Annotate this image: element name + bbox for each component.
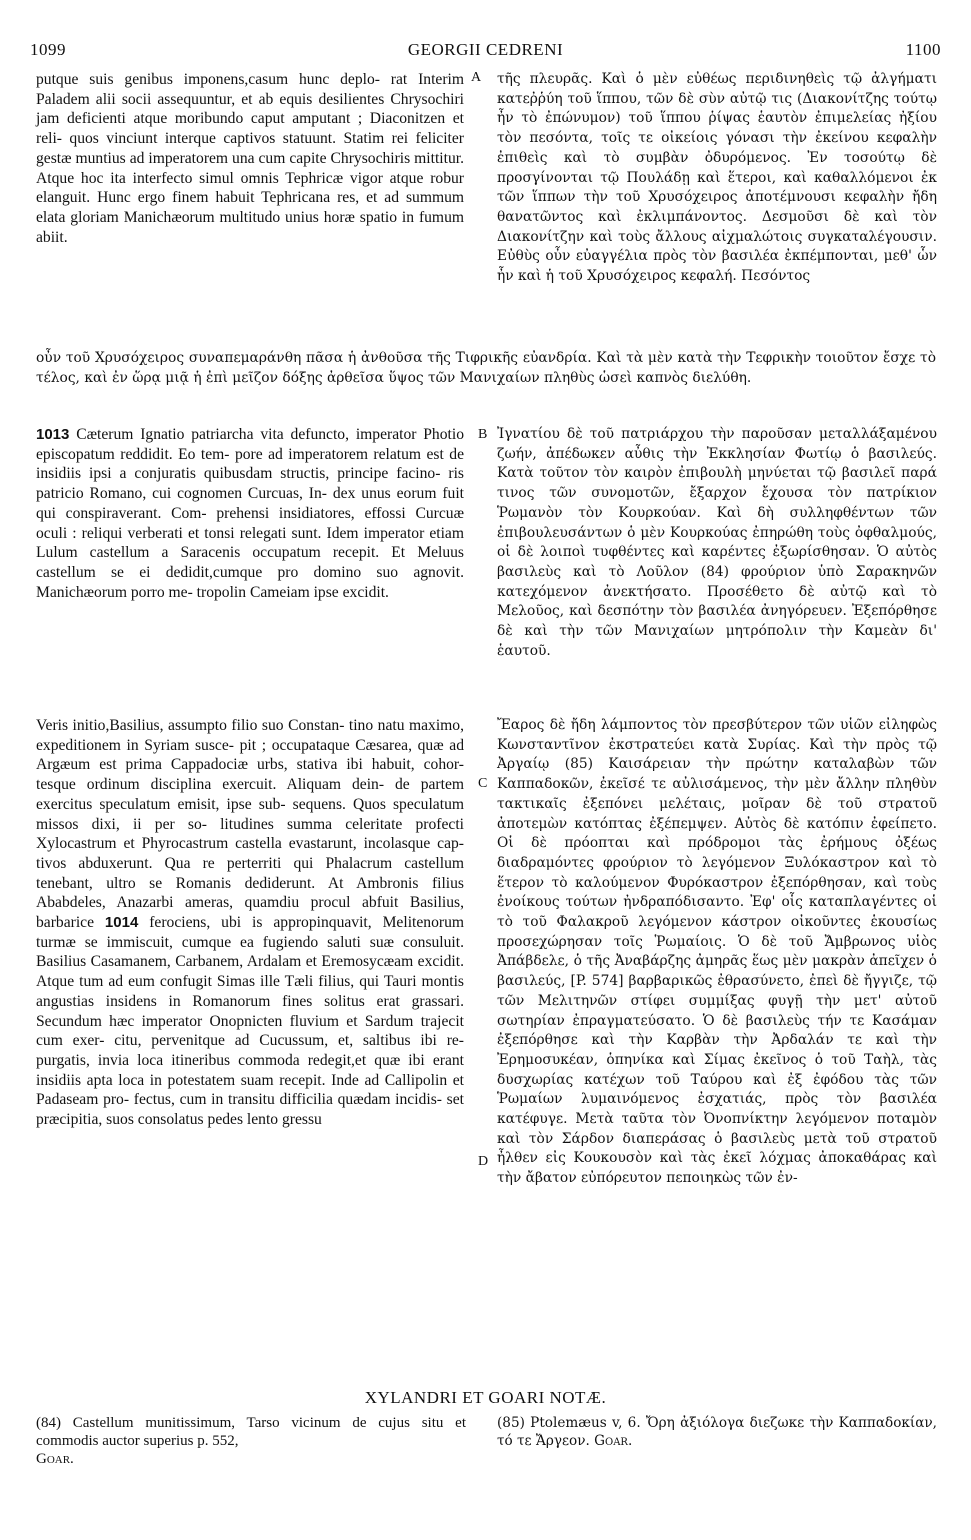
section-number-1014: 1014 [104,914,139,932]
latin-paragraph-1: putque suis genibus imponens,casum hunc deplo- rat Interim Paladem alii socii assequuntur, et ab equis desilientes Chrysochiri jam deficienti atque moribundo caput amputant ; Diaconitzen et reli- quos vinciunt interque captivos statuunt. Statim rei feliciter gestæ muntius ad imperatorem una cum capite Chrysochiris mittitur. Atque hoc ita interfecto simul omnis Tephricæ vigor atque robur elanguit. Hunc ergo finem habuit Tephricana res, et ad summum elata gloriam Manichæorum multitudo unius horæ spatio in fumum abiit. [36,71,464,246]
note-85 [497,1414,937,1450]
page-number-right: 1100 [905,40,941,59]
running-title: GEORGII CEDRENI [407,40,564,59]
note-85-signature: Goar. [594,1433,633,1449]
greek-paragraph-3: Ἔαρος δὲ ἤδη λάμποντος τὸν πρεσβύτερον τῶν υἱῶν εἰληφὼς Κωνσταντῖνον ἐκστρατεύει κατὰ Συρίας. Καὶ τὴν πρὸς τῷ Ἀργαίῳ (85) Καισάρειαν τὴν πρώτην καταλαβὼν τῶν Καππαδοκῶν, ἐκεῖσέ τε αὐλισάμενος, τὴν μὲν ἄλλην πληθὺν τακτικαῖς ἐξεπόνει μελέταις, μοῖραν δὲ τοῦ στρατοῦ ἀποτεμὼν κατόπτας ἐξέπεμψεν. Αὐτὸς δὲ κατόπιν ἐφείπετο. Οἱ δὲ πρόοπται καὶ πρόδρομοι τὰς ἐρήμους ὀξέως διαδραμόντες φρούριον τὸ λεγόμενον Ξυλόκαστρον καὶ τὸ ἕτερον τὸ καλούμενον Φυρόκαστρον ἐξεπόρθησαν, καὶ τοὺς ἐνοίκους τούτων ἠνδραπόδισαντο. Ἐφ' οἷς καταπλαγέντες οἱ τὸ τοῦ Φαλακροῦ λεγόμενον κάστρον οἰκοῦντες ἑκουσίως προσεχώρησαν τοῖς Ῥωμαίοις. Ὁ δὲ τοῦ Ἄμβρωνος υἱὸς Ἀπάβδελε, ὁ τῆς Ἀναβάρζης ἀμηρᾶς ἕως μὲν μακρὰν ἀπεῖχεν ὁ βασιλεύς, [P. 574] βαρβαρικῶς ἐθρασύνετο, ἐπεὶ δὲ ἤγγιζε, τῷ τῶν Μελιτηνῶν στίφει συμμίξας φυγῇ τὴν μετ' αὐτοῦ σωτηρίαν ἐπραγματεύσατο. Ὁ δὲ βασιλεὺς τήν τε Κασάμαν ἐξεπόρθησε καὶ τὴν Καρβὰν τὴν Ἀρδαλάν τε καὶ τὴν Ἐρημοσυκέαν, ὁπηνίκα καὶ Σίμας ἐκεῖνος ὁ τοῦ Ταὴλ, τὰς δυσχωρίας κατέχων τοῦ Ταύρου καὶ ἐξ ἐφόδου τὰς τῶν Ῥωμαίων λυμαινόμενος ἐσχατιάς, πρὸς τὸν βασιλέα κατέφυγε. Μετὰ ταῦτα τὸν Ὀνοπνίκτην λεγόμενον ποταμὸν καὶ τὸν Σάρδον διαπεράσας ὁ βασιλεὺς μετὰ τοῦ στρατοῦ ἦλθεν εἰς Κουκουσὸν καὶ τὰς ἐκεῖ λόχμας ἀποκαθάρας καὶ τὴν ἄβατον εὐπόρευτον πεποιηκὼς τῶν ἐν- [497,717,937,1187]
latin-column-bottom [36,716,464,1130]
note-85-text: (85) Ptolemæus v, 6. Ὄρη ἀξιόλογα διεζωκε τὴν Καππαδοκίαν, τό τε Ἄργεον. [497,1415,937,1449]
latin-column-middle [36,425,464,602]
note-84-signature: Goar. [36,1451,74,1467]
notes-title: XYLANDRI ET GOARI NOTÆ. [364,1388,607,1407]
latin-paragraph-3a: Veris initio,Basilius, assumpto filio suo Constan- tino natu maximo, expeditionem in Syriam susce- pit ; occupataque Cæsarea, quæ ad Argæum est prima Cappadociæ urbs, stativa ibi habuit, cohor- tesque ordinum disciplina exercuit. Aliquam dein- de partem exercitus speculatum emisit, ipse sub- sequens. Quos speculatum missos dixi, ii per so- litudines summa celeritate profecti Xylocastrum et Phyrocastrum castella evastarunt, incolasque cap- tivos abduxerunt. Qua re perterriti qui Phalacrum castellum tenebant, ultro se Romanis dediderunt. At Ambronis filius Ababdeles, Anazarbi ameras, quamdiu procul abfuit Basilius, barbarice [36,717,464,932]
latin-paragraph-2-text: Cæterum Ignatio patriarcha vita defuncto, imperator Photio episcopatum reddidit. Eo tem- pore ad imperatorem relatum est de insidiis ipsi a conjuratis quibusdam structis, principe facino- ris patricio Romano, cui cognomen Curcuas, In- dex unus eorum fuit qui conspiraverant. Com- prehensi insidiatores, effossi Curcuæ oculi : reliqui verberati et tonsi relegati sunt. Idem imperator etiam Lulum castellum a Saracenis occupatum recepit. Et Meluus castellum se ei dedidit,cumque pro domino suo agnovit. Manichæorum porro me- tropolin Cameiam ipse excidit. [36,426,464,601]
greek-full-width [36,349,936,388]
marker-d: D [478,1154,489,1169]
note-84-text: (84) Castellum munitissimum, Tarso vicinum de cujus situ et commodis auctor superius p. 552, [36,1415,466,1449]
greek-column-top [497,70,937,287]
greek-paragraph-1: τῆς πλευρᾶς. Καὶ ὁ μὲν εὐθέως περιδινηθεὶς τῷ ἀλγήματι κατεῤῥύη τοῦ ἵππου, τῶν δὲ σὺν αὐτῷ τις (Διακονίτζης τούτῳ ἦν τὸ ἐπώνυμον) τοῦ ἵππου ῥίψας ἑαυτὸν ἐπιμελείας ἠξίου τὸν πεσόντα, τοῖς τε οἰκείοις γόνασι τὴν ἐκείνου κεφαλὴν ἐπιθεὶς καὶ τὸ συμβὰν ὀδυρόμενος. Ἐν τοσούτῳ δὲ προσγίνονται τῷ Πουλάδῃ καὶ ἕτεροι, καὶ καθαλλόμενοι ἐκ τῶν ἵππων τὴν τοῦ Χρυσόχειρος ἀποτέμνουσι κεφαλὴν ἤδη θανατῶντος καὶ ἐκλιμπάνοντος. Δεσμοῦσι δὲ καὶ τὸν Διακονίτζην καὶ τοὺς ἄλλους αἰχμαλώτοις συγκαταλέγουσιν. Εὐθὺς οὖν εὐαγγέλια πρὸς τὸν βασιλέα ἐκπέμπονται, μεθ' ὧν ἦν καὶ ἡ τοῦ Χρυσόχειρος κεφαλή. Πεσόντος [497,71,937,285]
latin-paragraph-3b: ferociens, ubi is appropinquavit, Melitenorum turmæ se immiscuit, cumque ea fugiendo saluti suæ consuluit. Basilius Casamanem, Carbanem, Ardalam et Eremosycæam excidit. Atque tum ad eum confugit Simas ille Tæli filius, qui Tauri montis angustias insidens in Romanorum fines solitus erat grassari. Secundum hæc imperator Onopnicten fluvium et Sardum trajecit cum exer- citu, pervenitque ad Cucussum, et, saltibus ibi re- purgatis, invia loca itineribus commoda redegit,et quæ ibi erant insidiis apta loca in potestatem suam recepit. Inde ad Callipolin et Padaseam pro- fectus, cum in transitu difficilia quædam incidis- set præcipitia, suos consolatus pedes lento gressu [36,914,464,1129]
greek-column-middle [497,425,937,661]
page-number-left: 1099 [30,40,66,59]
latin-paragraph-2 [36,425,464,602]
marker-c: C [478,776,488,791]
latin-column-top [36,70,464,247]
section-number-1013: 1013 [36,426,70,443]
greek-continuation: οὖν τοῦ Χρυσόχειρος συναπεμαράνθη πᾶσα ἡ ἀνθοῦσα τῆς Τιφρικῆς εὐανδρία. Καὶ τὰ μὲν κατὰ τὴν Τεφρικὴν τοιοῦτον ἔσχε τὸ τέλος, καὶ ἐν ὥρᾳ μιᾷ ἡ ἐπὶ μεῖζον δόξης ἀρθεῖσα ὕψος τῶν Μανιχαίων πληθὺς ὡσεὶ καπνὸς διελύθη. [36,350,936,386]
note-84 [36,1414,466,1468]
marker-a: A [471,70,482,85]
greek-paragraph-2: Ἰγνατίου δὲ τοῦ πατριάρχου τὴν παροῦσαν μεταλλάξαμένου ζωήν, ἀπέδωκεν αὖθις τὴν Ἐκκλησίαν Φωτίῳ ὁ βασιλεύς. Κατὰ τοῦτον τὸν καιρὸν ἐπιβουλὴ μηνύεται τῷ βασιλεῖ παρά τινος τῶν συνομοτῶν, ἔξαρχον ἔχουσα τὸν πατρίκιον Ῥωμανὸν τὸν Κουρκούαν. Καὶ δὴ συλληφθέντων τῶν ἐπιβουλευσάντων ὁ μὲν Κουρκούας ἐπηρώθη τοὺς ὀφθαλμούς, οἱ δὲ λοιποὶ τυφθέντες καὶ καρέντες ἐξωρίσθησαν. Ὁ αὐτὸς βασιλεὺς καὶ τὸ Λοῦλον (84) φρούριον ὑπὸ Σαρακηνῶν κατεχόμενον ἀνεκτήσατο. Προσέθετο δὲ αὐτῷ καὶ τὸ Μελοῦος, καὶ δεσπότην τὸν βασιλέα ἀνηγόρευεν. Ἐξεπόρθησε δὲ καὶ τὴν τῶν Μανιχαίων μητρόπολιν τὴν Καμεὰν δι' ἑαυτοῦ. [497,426,937,659]
greek-column-bottom [497,716,937,1189]
marker-b: B [478,427,488,442]
latin-paragraph-3 [36,716,464,1130]
